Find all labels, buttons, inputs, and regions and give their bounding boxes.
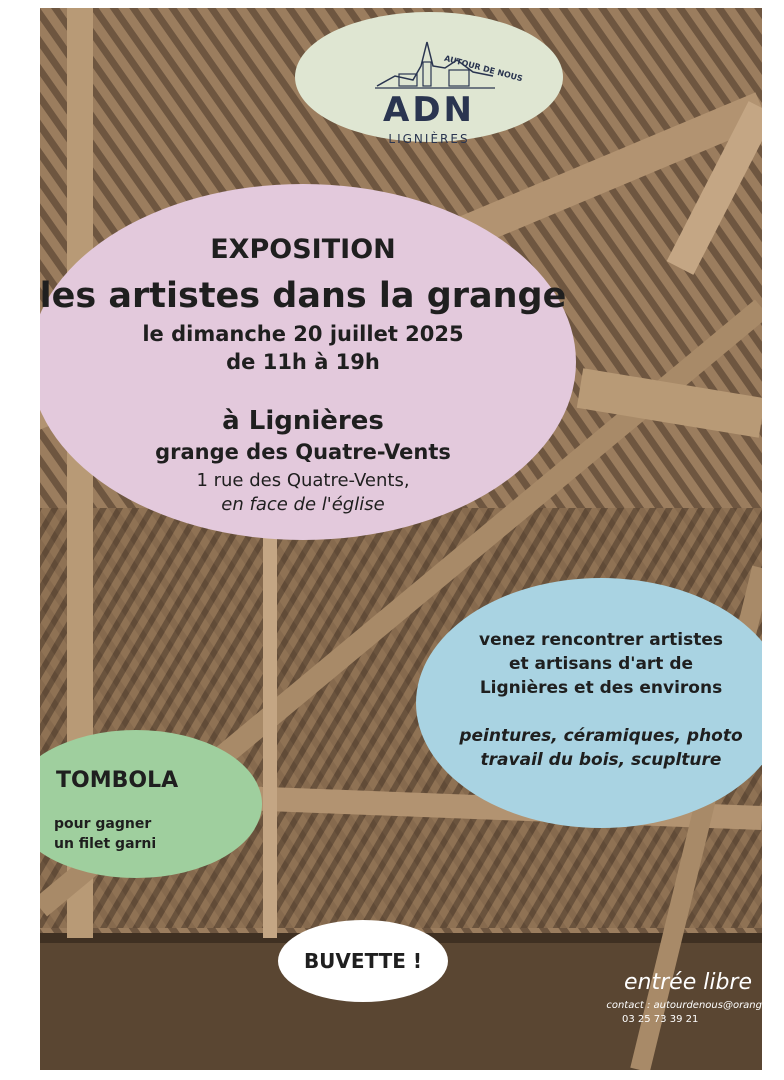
tombola-line-1: pour gagner [54,816,152,832]
logo-subtitle: LIGNIÈRES [388,132,470,146]
event-note: en face de l'église [221,494,385,515]
artists-line-3: Lignières et des environs [479,678,723,698]
event-subtitle: les artistes dans la grange [40,276,567,316]
event-info-bubble [40,184,576,540]
artists-line-5: travail du bois, scuplture [480,750,722,770]
logo-name: ADN [383,90,475,130]
artists-info-bubble [416,578,762,828]
free-entry-text: entrée libre [624,970,752,995]
event-place: à Lignières [222,406,384,436]
tombola-title: TOMBOLA [56,768,179,793]
logo-tagline: AUTOUR DE NOUS [443,53,524,84]
event-title: EXPOSITION [210,234,396,265]
phone-text: 03 25 73 39 21 [622,1014,699,1025]
event-venue: grange des Quatre-Vents [155,440,451,464]
tombola-line-2: un filet garni [54,836,157,852]
poster [40,8,762,1070]
contact-text: contact : autourdenous@orang [606,1000,762,1011]
logo-badge [295,12,563,146]
barn-roof-photo [40,8,762,1070]
event-hours: de 11h à 19h [226,350,380,374]
artists-line-4: peintures, céramiques, photo [459,726,743,746]
artists-line-2: et artisans d'art de [508,654,694,674]
event-date: le dimanche 20 juillet 2025 [142,322,464,346]
artists-line-1: venez rencontrer artistes [479,630,723,650]
event-street: 1 rue des Quatre-Vents, [196,470,410,491]
buvette-bubble: BUVETTE ! [278,920,448,1002]
